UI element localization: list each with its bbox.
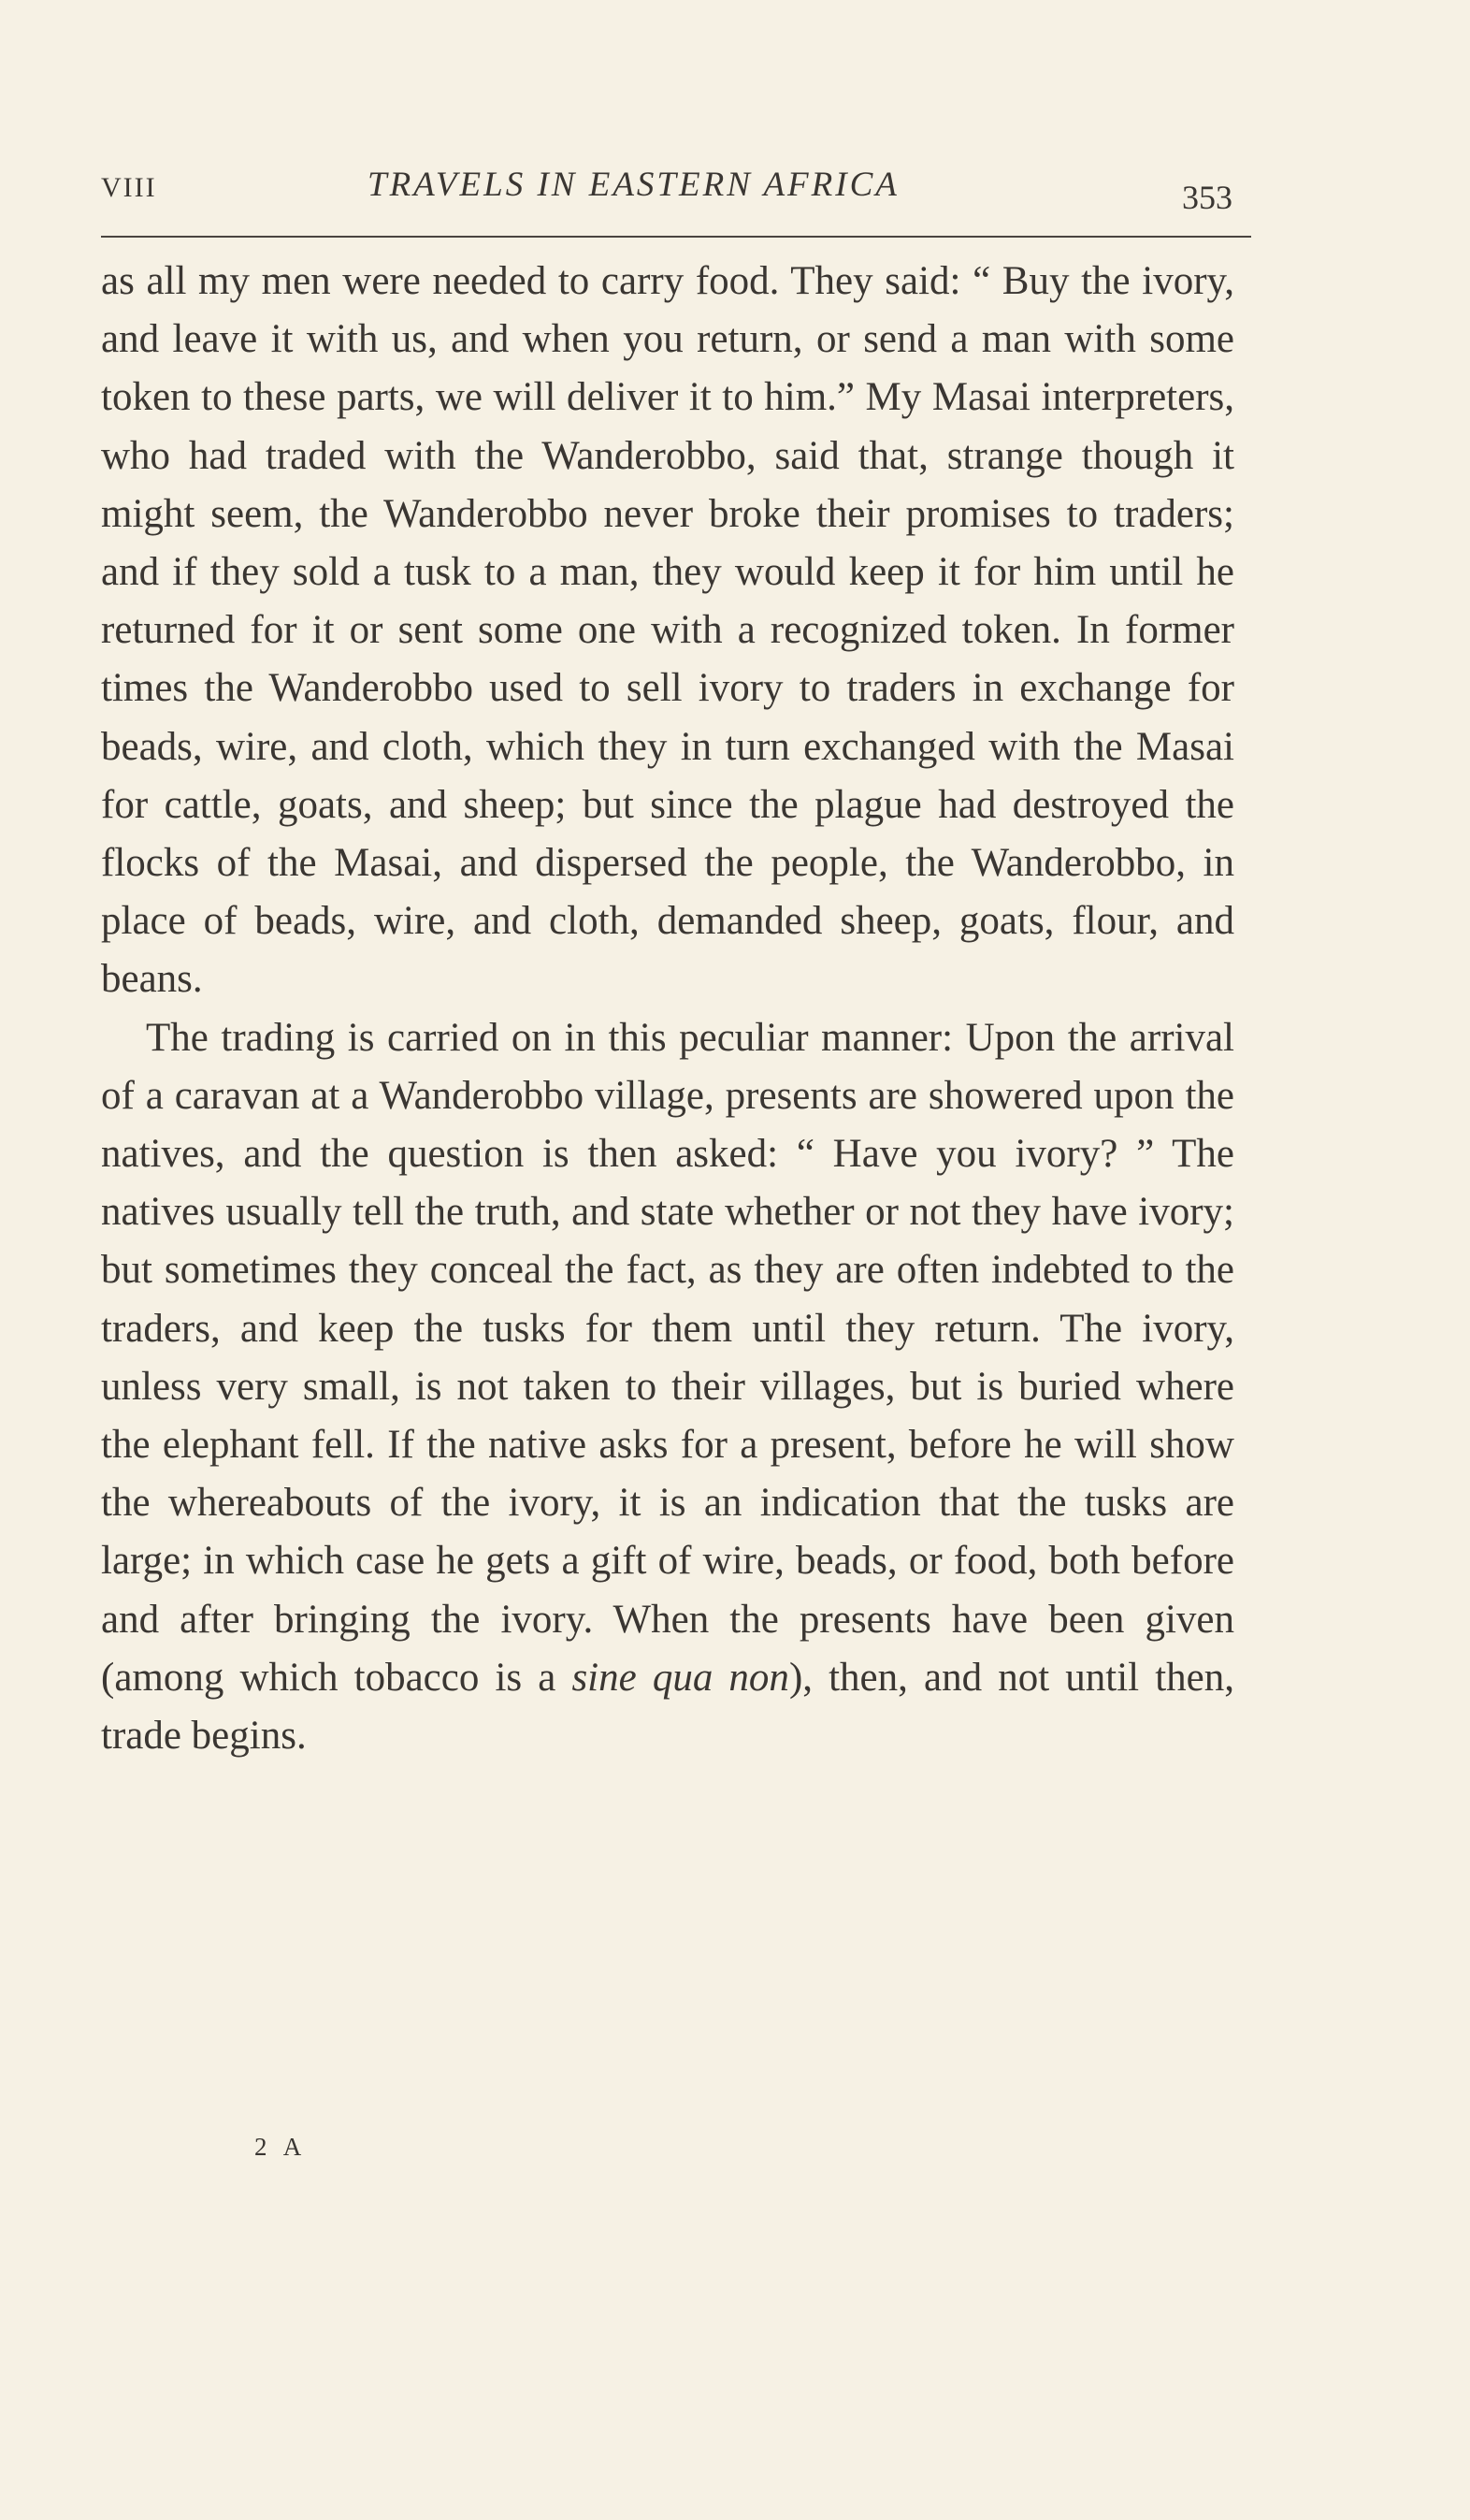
- paragraph-2-ending: ), then, and not until then, trade begins.: [101, 1655, 1234, 1759]
- signature-mark: 2 A: [254, 2133, 308, 2161]
- header-rule: [101, 236, 1251, 238]
- chapter-numeral: VIII: [101, 172, 157, 203]
- paragraph-2: [101, 1009, 1234, 1766]
- latin-phrase: sine qua non: [571, 1655, 789, 1700]
- running-head: [101, 165, 1232, 221]
- body-text: [101, 253, 1234, 1765]
- paragraph-2-text: The trading is carried on in this peculiar manner: Upon the arrival of a caravan at a Wanderobbo village, presents are showered upon the natives, and the question is then asked: “ Have you ivory? ” The natives usually tell the truth, and state whether or not they have ivory; but sometimes they conceal the fact, as they are often indebted to the traders, and keep the tusks for them until they return. The ivory, unless very small, is not taken to their villages, but is buried where the elephant fell. If the native asks for a present, before he will show the whereabouts of the ivory, it is an indication that the tusks are large; in which case he gets a gift of wire, beads, or food, both before and after bringing the ivory. When the presents have been given (among which tobacco is a: [101, 1015, 1234, 1700]
- running-title: TRAVELS IN EASTERN AFRICA: [368, 166, 900, 204]
- page-number: 353: [1182, 179, 1232, 216]
- paragraph-1: as all my men were needed to carry food. They said: “ Buy the ivory, and leave it with us, and when you return, or send a man with some token to these parts, we will deliver it to him.” My Masai interpreters, who had traded with the Wanderobbo, said that, strange though it might seem, the Wanderobbo never broke their promises to traders; and if they sold a tusk to a man, they would keep it for him until he returned for it or sent some one with a recognized token. In former times the Wanderobbo used to sell ivory to traders in exchange for beads, wire, and cloth, which they in turn exchanged with the Masai for cattle, goats, and sheep; but since the plague had destroyed the flocks of the Masai, and dispersed the people, the Wanderobbo, in place of beads, wire, and cloth, demanded sheep, goats, flour, and beans.: [101, 259, 1234, 1002]
